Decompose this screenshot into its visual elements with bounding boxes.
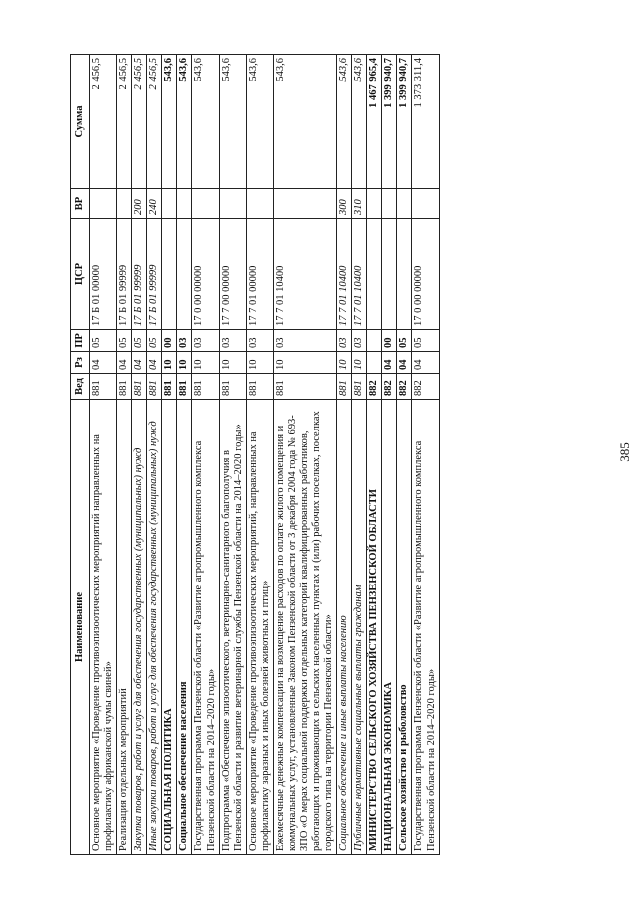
- row-csr: 17 7 01 10400: [337, 219, 352, 330]
- row-sum: 2 456,5: [147, 55, 162, 189]
- table-row: [117, 55, 132, 855]
- row-csr: 17 0 00 00000: [412, 219, 439, 330]
- row-csr: [162, 219, 177, 330]
- row-pr: 03: [337, 330, 352, 352]
- table-row: [367, 55, 382, 855]
- header-sum: Сумма: [71, 55, 90, 189]
- header-csr: ЦСР: [71, 219, 90, 330]
- row-name: Публичные нормативные социальные выплаты гражданам: [352, 400, 367, 855]
- row-sum: 543,6: [177, 55, 192, 189]
- row-ved: 882: [397, 374, 412, 400]
- row-vr: [246, 189, 273, 219]
- row-name: Подпрограмма «Обеспечение эпизоотического, ветеринарно-санитарного благополучия в Пензенской области и развитие ветеринарной службы Пензенской области на 2014–2020 годы»: [219, 400, 246, 855]
- header-pr: ПР: [71, 330, 90, 352]
- row-name: Государственная программа Пензенской области «Развитие агропромышленного комплекса Пензенской области на 2014–2020 годы»: [412, 400, 439, 855]
- row-sum: 1 399 940,7: [397, 55, 412, 189]
- row-csr: 17 7 00 00000: [219, 219, 246, 330]
- row-pr: 03: [177, 330, 192, 352]
- row-vr: 240: [147, 189, 162, 219]
- header-ved: Вед: [71, 374, 90, 400]
- row-name: Основное мероприятие «Проведение противоэпизоотических мероприятий направленных на профилактику африканской чумы свиней»: [90, 400, 117, 855]
- row-ved: 881: [177, 374, 192, 400]
- row-ved: 881: [246, 374, 273, 400]
- row-rz: 10: [192, 352, 219, 374]
- row-sum: 543,6: [162, 55, 177, 189]
- row-csr: [397, 219, 412, 330]
- row-vr: [90, 189, 117, 219]
- row-ved: 881: [117, 374, 132, 400]
- row-ved: 881: [337, 374, 352, 400]
- row-pr: 00: [162, 330, 177, 352]
- row-csr: 17 0 00 00000: [192, 219, 219, 330]
- row-rz: 10: [337, 352, 352, 374]
- row-csr: [367, 219, 382, 330]
- row-pr: 03: [273, 330, 336, 352]
- row-vr: [177, 189, 192, 219]
- table-row: [273, 55, 336, 855]
- row-vr: [219, 189, 246, 219]
- budget-table: [70, 54, 440, 855]
- row-sum: 1 373 311,4: [412, 55, 439, 189]
- row-vr: [412, 189, 439, 219]
- row-rz: 10: [162, 352, 177, 374]
- row-rz: 04: [132, 352, 147, 374]
- table-row: [192, 55, 219, 855]
- row-rz: 04: [147, 352, 162, 374]
- row-pr: 05: [147, 330, 162, 352]
- table-row: [412, 55, 439, 855]
- row-pr: 05: [90, 330, 117, 352]
- row-name: СОЦИАЛЬНАЯ ПОЛИТИКА: [162, 400, 177, 855]
- row-rz: 10: [246, 352, 273, 374]
- row-pr: 00: [382, 330, 397, 352]
- row-rz: 10: [177, 352, 192, 374]
- row-vr: [192, 189, 219, 219]
- row-name: Реализация отдельных мероприятий: [117, 400, 132, 855]
- row-vr: 310: [352, 189, 367, 219]
- row-ved: 881: [352, 374, 367, 400]
- table-row: [337, 55, 352, 855]
- row-ved: 882: [412, 374, 439, 400]
- row-vr: [367, 189, 382, 219]
- row-ved: 881: [162, 374, 177, 400]
- row-rz: 10: [273, 352, 336, 374]
- table-container: [70, 55, 610, 855]
- row-sum: 1 399 940,7: [382, 55, 397, 189]
- row-pr: 03: [192, 330, 219, 352]
- row-vr: [162, 189, 177, 219]
- row-name: Ежемесячные денежные компенсации на возмещение расходов по оплате жилого помещения и коммунальных услуг, установленные Законом Пензенской области от 3 декабря 2004 года № 693-ЗПО «О мерах социальной поддержки отдельных категорий квалифицированных работников, работающих и проживающих в сельских населенных пунктах и (или) рабочих поселках, поселках городского типа на территории Пензенской области»: [273, 400, 336, 855]
- row-vr: [117, 189, 132, 219]
- page-number: 385: [616, 442, 632, 462]
- table-row: [219, 55, 246, 855]
- row-pr: [367, 330, 382, 352]
- table-body: [90, 55, 440, 855]
- row-csr: [382, 219, 397, 330]
- row-name: Иные закупки товаров, работ и услуг для обеспечения государственных (муниципальных) нужд: [147, 400, 162, 855]
- row-sum: 2 456,5: [132, 55, 147, 189]
- row-sum: 543,6: [219, 55, 246, 189]
- row-sum: 543,6: [352, 55, 367, 189]
- row-rz: 10: [219, 352, 246, 374]
- row-pr: 03: [246, 330, 273, 352]
- row-ved: 882: [367, 374, 382, 400]
- row-csr: 17 Б 01 00000: [90, 219, 117, 330]
- row-sum: 2 456,5: [117, 55, 132, 189]
- row-rz: 04: [117, 352, 132, 374]
- row-name: Закупка товаров, работ и услуг для обеспечения государственных (муниципальных) нужд: [132, 400, 147, 855]
- row-pr: 03: [352, 330, 367, 352]
- table-header-row: [71, 55, 90, 855]
- row-name: Сельское хозяйство и рыболовство: [397, 400, 412, 855]
- row-vr: [382, 189, 397, 219]
- table-row: [246, 55, 273, 855]
- row-name: Государственная программа Пензенской области «Развитие агропромышленного комплекса Пензенской области на 2014–2020 годы»: [192, 400, 219, 855]
- row-ved: 882: [382, 374, 397, 400]
- row-pr: 03: [219, 330, 246, 352]
- row-rz: 10: [352, 352, 367, 374]
- table-row: [397, 55, 412, 855]
- row-sum: 543,6: [337, 55, 352, 189]
- row-ved: 881: [219, 374, 246, 400]
- table-row: [147, 55, 162, 855]
- table-row: [352, 55, 367, 855]
- row-name: Основное мероприятие «Проведение противоэпизоотических мероприятий, направленных на профилактику заразных и иных болезней животных и птиц»: [246, 400, 273, 855]
- row-sum: 543,6: [273, 55, 336, 189]
- row-csr: 17 Б 01 99999: [132, 219, 147, 330]
- row-vr: [273, 189, 336, 219]
- table-row: [132, 55, 147, 855]
- row-csr: 17 7 01 00000: [246, 219, 273, 330]
- row-pr: 05: [397, 330, 412, 352]
- header-name: Наименование: [71, 400, 90, 855]
- row-ved: 881: [147, 374, 162, 400]
- row-rz: 04: [412, 352, 439, 374]
- table-row: [177, 55, 192, 855]
- header-rz: Рз: [71, 352, 90, 374]
- row-csr: [177, 219, 192, 330]
- row-vr: 200: [132, 189, 147, 219]
- table-row: [382, 55, 397, 855]
- row-sum: 543,6: [192, 55, 219, 189]
- row-name: Социальное обеспечение и иные выплаты населению: [337, 400, 352, 855]
- row-rz: [367, 352, 382, 374]
- row-vr: 300: [337, 189, 352, 219]
- row-rz: 04: [90, 352, 117, 374]
- row-pr: 05: [132, 330, 147, 352]
- table-row: [162, 55, 177, 855]
- row-csr: 17 Б 01 99999: [147, 219, 162, 330]
- row-name: НАЦИОНАЛЬНАЯ ЭКОНОМИКА: [382, 400, 397, 855]
- row-sum: 1 467 965,4: [367, 55, 382, 189]
- row-sum: 543,6: [246, 55, 273, 189]
- row-pr: 05: [412, 330, 439, 352]
- row-csr: 17 7 01 10400: [273, 219, 336, 330]
- row-ved: 881: [132, 374, 147, 400]
- row-csr: 17 Б 01 99999: [117, 219, 132, 330]
- row-name: МИНИСТЕРСТВО СЕЛЬСКОГО ХОЗЯЙСТВА ПЕНЗЕНСКОЙ ОБЛАСТИ: [367, 400, 382, 855]
- row-ved: 881: [192, 374, 219, 400]
- row-pr: 05: [117, 330, 132, 352]
- row-vr: [397, 189, 412, 219]
- row-csr: 17 7 01 10400: [352, 219, 367, 330]
- row-name: Социальное обеспечение населения: [177, 400, 192, 855]
- row-rz: 04: [397, 352, 412, 374]
- row-rz: 04: [382, 352, 397, 374]
- row-sum: 2 456,5: [90, 55, 117, 189]
- header-vr: ВР: [71, 189, 90, 219]
- row-ved: 881: [273, 374, 336, 400]
- row-ved: 881: [90, 374, 117, 400]
- table-row: [90, 55, 117, 855]
